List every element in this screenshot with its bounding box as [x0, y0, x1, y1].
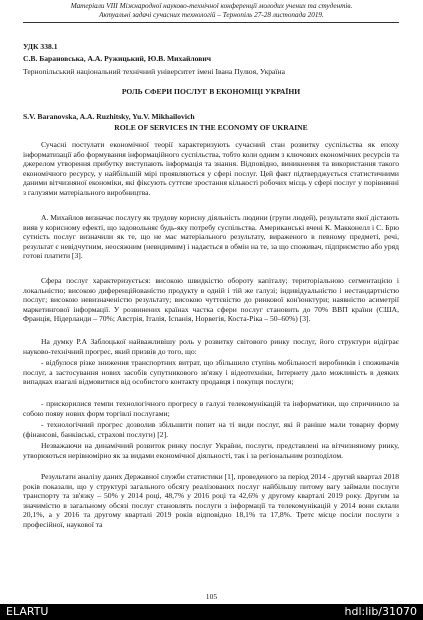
viewer-footer-bar: [0, 604, 423, 620]
bullet-item-3: - технологічний прогрес дозволив збільшити попит на ті види послуг, які й раніше мали товарну форму (фінансові, банківські, страхові послуги) [2].: [23, 420, 399, 439]
conference-header-line-2: Актуальні задачі сучасних технологій – Тернопіль 27-28 листопада 2019.: [99, 11, 324, 19]
title-english: ROLE OF SERVICES IN THE ECONOMY OF UKRAINE: [114, 123, 308, 132]
authors-ukrainian: С.В. Барановська, А.А. Ружицький, Ю.В. Михайлович: [23, 54, 212, 63]
repository-name: ELARTU: [6, 605, 49, 618]
conference-header-line-1: Матеріали VIII Міжнародної науково-технічної конференції молодих учених та студентів.: [70, 2, 353, 10]
paragraph-5: Незважаючи на динамічний розвиток ринку послуг України, послуги, представлені на вітчизняному ринку, утворюються нерівномірно як за видами економічної діяльності, так і за регіональним розподілом.: [23, 441, 399, 460]
paragraph-1: Сучасні постулати економічної теорії характеризують сучасний стан розвитку суспільства як епоху інформатизації або формування інформаційного суспільства, тобто коли одним з ключових економічних ресурсів та джерелом утворення прибутку виступають інформація та знання. Відповідно, виникнення та використання такого економічного ресурсу, у найбільшій мірі проявляються у сфері послуг. Цей факт підтверджується статистичними даними вітчизняної економіки, які фіксують суттєве зростання кількості робочих місць у сфері послуг у порівнянні з галузями матеріального виробництва.: [23, 140, 399, 197]
udk-code: УДК 338.1: [23, 42, 58, 51]
bullet-item-2: - прискорилися темпи технологічного прогресу в галузі телекомунікацій та інформатики, що спричинило за собою появу нових форм торгівлі послугами;: [23, 399, 399, 418]
authors-english: S.V. Baranovska, A.A. Ruzhitsky, Yu.V. Mikhailovich: [23, 112, 195, 121]
paragraph-2: А. Михайлов визначає послугу як трудову корисну діяльність людини (групи людей), результати якої дістають вияв у корисному ефекті, що задовольняє будь-яку потребу суспільства. Американські вчені К. Макконелл і С. Брю сутність послуг визначили як те, що не має матеріального результату, вираженого в певному предметі, речі, результат є невідчутним, неосяжним (невидимим) і надається в обмін на те, за що споживач, підприємство або уряд готові платити [3].: [23, 213, 399, 261]
page-number: 105: [205, 592, 218, 601]
affiliation: Тернопільський національний технічний університет імені Івана Пулюя, Україна: [23, 67, 285, 76]
handle-identifier: hdl:lib/31070: [344, 605, 417, 618]
title-ukrainian: РОЛЬ СФЕРИ ПОСЛУГ В ЕКОНОМІЦІ УКРАЇНИ: [121, 87, 301, 96]
paragraph-6: Результати аналізу даних Державної служби статистики [1], проведеного за період 2014 - другий квартал 2018 років показали, що у структурі загального обсягу реалізованих послуг найбільшу питому вагу займали послуги транспорту та зв'язку – 50% у 2014 році, 48,7% у 2016 році та 42,6% у другому кварталі 2019 року. Другим за значимістю в загальному обсязі послуг становлять послуги з інформації та телекомунікацій у 2014 вони склали 20,1%, а у 2016 та другому кварталі 2019 років відповідно 18,1% та 17,8%. Третє місце посіли послуги з професійної, наукової та: [23, 472, 399, 529]
header-divider: [23, 22, 399, 23]
bullet-item-1: - відбулося різке зниження транспортних витрат, що збільшило ступінь мобільності виробників і споживачів послуг, а застосування нових засобів супутникового зв'язку і відеотехніки, Інтернету дало можливість в деяких випадках взагалі відмовитися від особистого контакту продавця і покупця послуги;: [23, 358, 399, 387]
paragraph-3: Сфера послуг характеризується: високою швидкістю обороту капіталу; територіальною сегментацією і локальністю; високою диференційованістю продукту в одній і тій же галузі; індивідуальністю і нестандартністю послуг; високою невизначеністю результату; високою чуттєвістю до ринкової кон'юнктури; наявністю асиметрії маркетингової інформації. У розвинених країнах частка сфери послуг становить до 70% ВВП країни (США, Франція, Нідерланди – 70%; Австрія, Італія, Іспанія, Норвегія, Коста-Ріка – 50–60%) [3].: [23, 276, 399, 324]
paragraph-4: На думку Р.А Заблоцької найважливішу роль у розвитку світового ринку послуг, його структури відіграє науково-технічний прогрес, який призвів до того, що:: [23, 337, 399, 356]
